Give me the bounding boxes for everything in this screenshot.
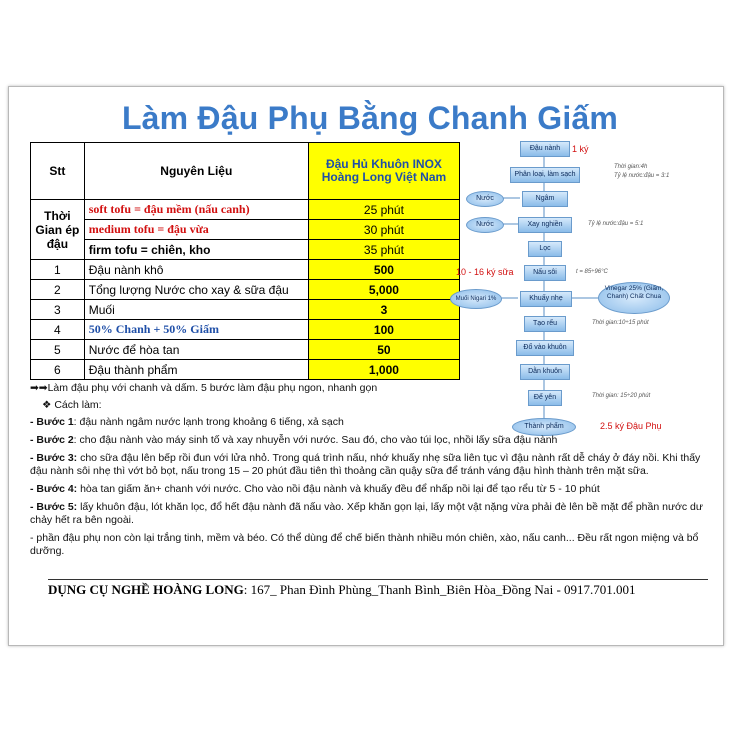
step-label: - Bước 4: bbox=[30, 483, 78, 495]
row-name: Muối bbox=[84, 300, 308, 320]
table-row bbox=[31, 300, 460, 320]
flow-red-label: 10 - 16 ký sữa bbox=[456, 267, 514, 277]
table-row bbox=[31, 200, 460, 220]
flow-note: Tỷ lệ nước:đậu = 3:1 bbox=[614, 173, 670, 179]
flow-step: Tạo rểu bbox=[524, 316, 566, 332]
table-row bbox=[31, 220, 460, 240]
step-label: - Bước 1 bbox=[30, 416, 74, 428]
flow-step: Phân loại, làm sạch bbox=[510, 167, 580, 183]
flow-step: Lọc bbox=[528, 241, 562, 257]
header-ingredient: Nguyên Liệu bbox=[84, 143, 308, 200]
page-title: Làm Đậu Phụ Bằng Chanh Giấm bbox=[121, 100, 619, 136]
flow-note: Tỷ lệ nước:đậu = 5:1 bbox=[588, 221, 644, 227]
step-3 bbox=[30, 452, 720, 478]
footer bbox=[48, 582, 636, 598]
flow-step: Xay nghiền bbox=[518, 217, 572, 233]
table-row bbox=[31, 260, 460, 280]
flow-step: Khuấy nhẹ bbox=[520, 291, 572, 307]
table-row bbox=[31, 240, 460, 260]
row-name: Đậu nành khô bbox=[84, 260, 308, 280]
step-5 bbox=[30, 501, 720, 527]
step-label: - Bước 3: bbox=[30, 452, 78, 464]
header-stt: Stt bbox=[31, 143, 85, 200]
step-label: - Bước 5: bbox=[30, 501, 78, 513]
flow-red-label: 1 ký bbox=[572, 144, 589, 154]
row-value: 5,000 bbox=[308, 280, 459, 300]
step-text: hòa tan giấm ăn+ chanh với nước. Cho vào nồi đậu nành và khuấy đều để nhấp nồi lại để tạo rểu từ 5 - 10 phút bbox=[77, 483, 600, 495]
flow-step: Đậu nành bbox=[520, 141, 570, 157]
row-name: 50% Chanh + 50% Giấm bbox=[84, 320, 308, 340]
step-text: : cho đậu nành vào máy sinh tố và xay nhuyễn với nước. Sau đó, cho vào túi lọc, nhồi lấy sữa đậu nành bbox=[73, 434, 558, 446]
flow-note: t = 85÷96°C bbox=[576, 269, 608, 275]
ingredients-table bbox=[30, 142, 460, 380]
row-stt: 6 bbox=[31, 360, 85, 380]
row-value: 100 bbox=[308, 320, 459, 340]
row-stt: 1 bbox=[31, 260, 85, 280]
method-heading: ❖ Cách làm: bbox=[42, 399, 102, 411]
time-row-value: 35 phút bbox=[308, 240, 459, 260]
step-text: : đậu nành ngâm nước lạnh trong khoảng 6 tiếng, xả sạch bbox=[73, 416, 344, 428]
table-row bbox=[31, 280, 460, 300]
flow-step: Ngâm bbox=[522, 191, 568, 207]
step-text: cho sữa đậu lên bếp rồi đun với lửa nhỏ. Trong quá trình nấu, nhớ khuấy nhẹ sữa liên tục vì đậu nành rất dễ cháy ở đáy nồi. Khi thấy đậu nành sôi nhẹ thì vớt bỏ bọt, nấu trong 15 – 20 phút đầu tiên thì thoảng cần quậy sữa để tránh váng đậu hình thành trên mặt sữa. bbox=[30, 452, 701, 477]
row-name: Tổng lượng Nước cho xay & sữa đậu bbox=[84, 280, 308, 300]
footer-address: : 167_ Phan Đình Phùng_Thanh Bình_Biên Hòa_Đồng Nai - 0917.701.001 bbox=[243, 582, 636, 597]
step-text: - phần đậu phụ non còn lại trắng tinh, mềm và béo. Có thể dùng để chế biến thành nhiều món chiên, xào, nấu canh... Đều rất ngon miệng và bổ dưỡng. bbox=[30, 532, 699, 557]
row-value: 1,000 bbox=[308, 360, 459, 380]
row-name: Nước để hòa tan bbox=[84, 340, 308, 360]
row-value: 500 bbox=[308, 260, 459, 280]
footer-divider bbox=[48, 579, 708, 580]
flow-step: Đổ vào khuôn bbox=[516, 340, 574, 356]
table-header-row bbox=[31, 143, 460, 200]
flow-input: Nước bbox=[466, 217, 504, 233]
row-value: 50 bbox=[308, 340, 459, 360]
time-row-name: firm tofu = chiên, kho bbox=[84, 240, 308, 260]
flow-input: Vinegar 25% (Giấm, Chanh) Chất Chua bbox=[598, 282, 670, 314]
time-row-name: medium tofu = đậu vừa bbox=[84, 220, 308, 240]
row-name: Đậu thành phẩm bbox=[84, 360, 308, 380]
flow-step: Dằn khuôn bbox=[520, 364, 570, 380]
row-stt: 3 bbox=[31, 300, 85, 320]
row-value: 3 bbox=[308, 300, 459, 320]
row-stt: 4 bbox=[31, 320, 85, 340]
time-row-value: 30 phút bbox=[308, 220, 459, 240]
step-text: lấy khuôn đậu, lót khăn lọc, đổ hết đậu nành đã nấu vào. Xếp khăn gọn lại, lấy một vật nặng vừa phải đè lên bề mặt để phần nước dư chảy hết ra bên ngoài. bbox=[30, 501, 703, 526]
flow-input: Nước bbox=[466, 191, 504, 207]
flow-step: Nấu sôi bbox=[524, 265, 566, 281]
table-row bbox=[31, 360, 460, 380]
row-stt: 5 bbox=[31, 340, 85, 360]
header-product: Đậu Hủ Khuôn INOX Hoàng Long Việt Nam bbox=[308, 143, 459, 200]
step-label: - Bước 2 bbox=[30, 434, 74, 446]
time-row-value: 25 phút bbox=[308, 200, 459, 220]
closing-note bbox=[30, 532, 720, 558]
flow-step-final: Thành phẩm bbox=[512, 418, 576, 436]
step-2 bbox=[30, 434, 720, 447]
flow-step: Để yên bbox=[528, 390, 562, 406]
intro-line: ➡➡Làm đậu phụ với chanh và dấm. 5 bước làm đậu phụ ngon, nhanh gọn bbox=[30, 382, 378, 394]
flow-input: Muối Nigari 1% bbox=[450, 289, 502, 309]
table-row bbox=[31, 340, 460, 360]
instructions bbox=[30, 382, 720, 563]
flow-note: Thời gian:10÷15 phút bbox=[592, 320, 649, 326]
step-1 bbox=[30, 416, 720, 429]
row-stt: 2 bbox=[31, 280, 85, 300]
footer-brand: DỤNG CỤ NGHỀ HOÀNG LONG bbox=[48, 582, 244, 597]
flow-note: Thời gian:4h bbox=[614, 164, 648, 170]
step-4 bbox=[30, 483, 720, 496]
flow-note: Thời gian: 15÷20 phút bbox=[592, 393, 651, 399]
time-row-name: soft tofu = đậu mềm (nấu canh) bbox=[84, 200, 308, 220]
table-row bbox=[31, 320, 460, 340]
time-label: Thời Gian ép đậu bbox=[31, 200, 85, 260]
flow-red-label: 2.5 ký Đậu Phụ bbox=[600, 421, 662, 431]
